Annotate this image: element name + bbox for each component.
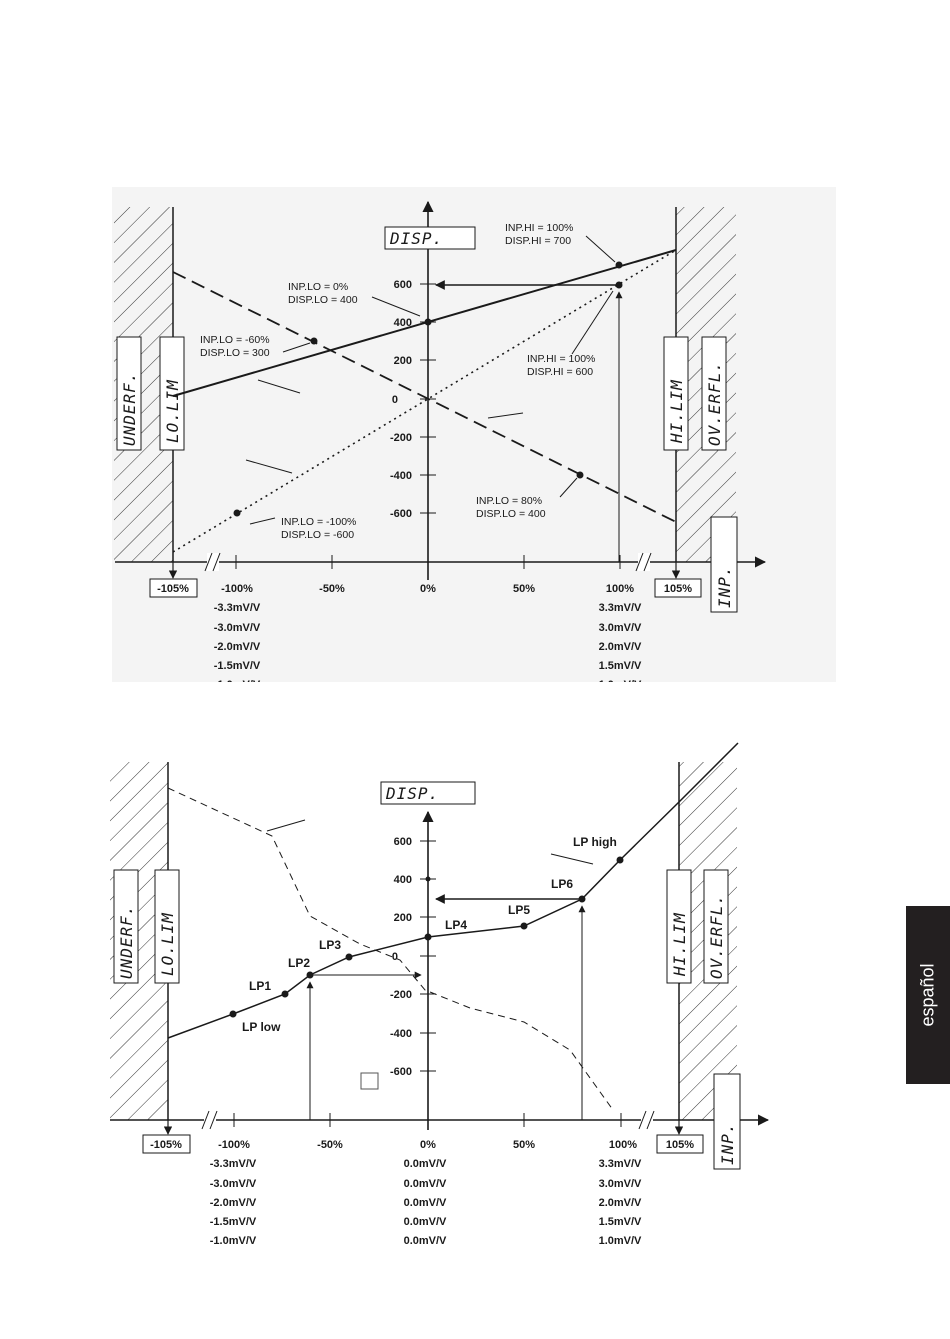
unit-label: -3.0mV/V [213,622,261,634]
x-tick-label: 100% [605,583,635,595]
unit-label: 1.5mV/V [598,660,642,672]
unit-label: -2.0mV/V [213,641,261,653]
hilim-lcd-label: HI.LIM [667,379,686,443]
axis-break-right [636,553,651,571]
lp-label: LP2 [288,956,311,970]
x-tick-label: 50% [512,583,536,595]
x-tick-label: -50% [319,583,345,595]
annotation-text: INP.HI = 100% [505,222,574,234]
linearization-diagram-multi-point [0,740,950,1247]
y-tick-label: -200 [389,432,412,444]
inp-lcd-label: INP. [718,1122,737,1165]
x-tick-label: 100% [608,1139,638,1151]
crop-mask [150,682,840,700]
unit-label: -3.3mV/V [213,602,261,614]
disp-lcd-label: DISP. [390,229,444,248]
y-tick-label: 400 [393,874,412,886]
x-tick-label: -50% [317,1139,343,1151]
annotation-leaders [267,820,593,864]
lolim-lcd-label: LO.LIM [163,379,182,443]
y-tick-label: 200 [393,912,412,924]
unit-label: -3.0mV/V [209,1178,257,1190]
x-tick-label: -105% [157,583,189,595]
annotation-text: DISP.LO = 400 [476,508,546,520]
lp-label: LP3 [319,938,342,952]
unit-label: 3.0mV/V [598,622,642,634]
annotation-text: INP.LO = 0% [288,281,349,293]
square-marker [361,1073,378,1089]
y-tick-label: -600 [389,1066,412,1078]
overfl-lcd-label: OV.ERFL. [707,893,726,979]
unit-label: 3.3mV/V [598,602,642,614]
language-tab [906,906,950,1084]
y-tick-label: 0 [391,951,398,963]
x-tick-label: -105% [150,1139,182,1151]
unit-label: -2.0mV/V [209,1197,257,1209]
unit-label: 0.0mV/V [403,1216,447,1228]
x-tick-label: -100% [221,583,253,595]
lolim-lcd-label: LO.LIM [158,912,177,976]
unit-label: 3.3mV/V [598,1158,642,1170]
annotation-text: DISP.LO = 400 [288,294,358,306]
x-tick-label: 0% [420,583,436,595]
annotation-text: INP.LO = -100% [281,516,357,528]
unit-label: 0.0mV/V [403,1158,447,1170]
annotation-text: INP.LO = -60% [200,334,270,346]
y-tick-label: -600 [389,508,412,520]
unit-label: 1.5mV/V [598,1216,642,1228]
y-tick-label: 600 [393,279,412,291]
lp-label: LP1 [249,979,272,993]
lp-label: LP high [573,835,617,849]
y-tick-label: -400 [389,470,412,482]
annotation-text: DISP.LO = 300 [200,347,270,359]
y-tick-label: -400 [389,1028,412,1040]
unit-label: -3.3mV/V [209,1158,257,1170]
annotation-text: INP.HI = 100% [527,353,596,365]
unit-label: 2.0mV/V [598,641,642,653]
disp-lcd-label: DISP. [386,784,440,803]
x-tick-label: 105% [665,1139,695,1151]
axis-break-right [639,1111,654,1129]
x-tick-label: -100% [218,1139,250,1151]
x-tick-label: 0% [420,1139,436,1151]
unit-label: 0.0mV/V [403,1235,447,1247]
dashed-characteristic-line [168,788,613,1110]
overfl-lcd-label: OV.ERFL. [705,360,724,446]
lp-label: LP low [242,1020,281,1034]
lp-label: LP5 [508,903,531,917]
y-tick-label: 600 [393,836,412,848]
axis-break-left [205,553,220,571]
unit-label: 0.0mV/V [403,1197,447,1209]
x-tick-label: 105% [663,583,693,595]
annotation-text: DISP.LO = -600 [281,529,355,541]
y-tick-label: 400 [393,317,412,329]
unit-label: -1.5mV/V [209,1216,257,1228]
unit-label: 1.0mV/V [598,1235,642,1247]
language-tab-label: español [917,963,938,1027]
lp-label: LP4 [445,918,468,932]
diagram2-canvas [0,740,950,1247]
lp-label: LP6 [551,877,574,891]
y-tick-label: 200 [393,355,412,367]
y-tick-label: -200 [389,989,412,1001]
annotation-text: INP.LO = 80% [476,495,543,507]
hilim-lcd-label: HI.LIM [670,912,689,976]
unit-label: 0.0mV/V [403,1178,447,1190]
inp-lcd-label: INP. [715,565,734,608]
unit-label: 2.0mV/V [598,1197,642,1209]
underfl-lcd-label: UNDERF. [117,904,136,979]
unit-label: 3.0mV/V [598,1178,642,1190]
annotation-text: DISP.HI = 600 [527,366,594,378]
annotation-text: DISP.HI = 700 [505,235,572,247]
axis-break-left [202,1111,217,1129]
unit-label: -1.0mV/V [209,1235,257,1247]
underfl-lcd-label: UNDERF. [120,371,139,446]
x-tick-label: 50% [512,1139,536,1151]
unit-label: -1.5mV/V [213,660,261,672]
y-tick-label: 0 [391,394,398,406]
